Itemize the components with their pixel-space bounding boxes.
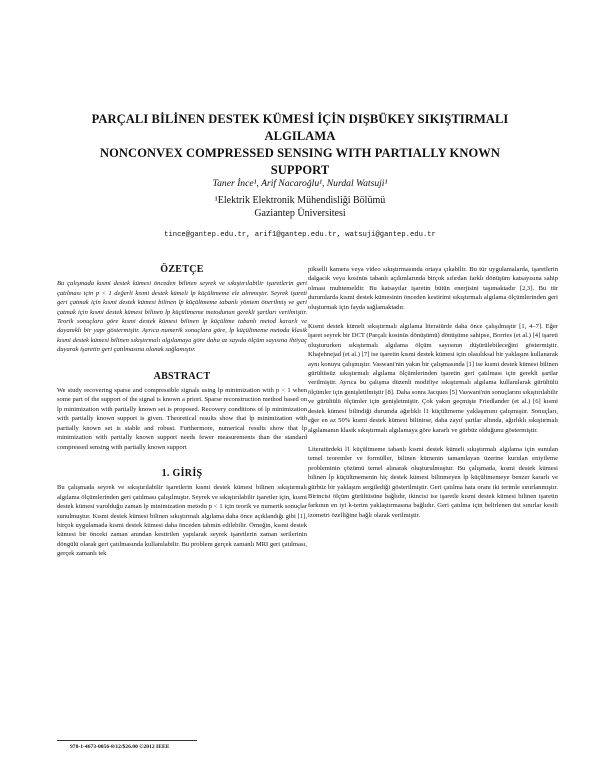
abstract-text: We study recovering sparse and compressible signals using lp minimization with p < 1 when some part of the support of the signal is known a priori. Sparse reconstruction method based on lp minimization with partially known set is proposed. Recovery conditions of lp minimization with partially known support is given. Theoretical results show that lp minimization with partially known set is stable and robust. Furthermore, numerical results show that lp minimization with partially known support needs fewer measurements than the standard compressed sensing with partially known support: [57, 387, 307, 451]
left-column: [57, 265, 307, 559]
ozetce-text: Bu çalışmada kısmi destek kümesi önceden bilinen seyrek ve sıkıştırılabilir işaretlerin geri çatılması için p < 1 değerli kısmi destek kümeli lp küçültmeme ele alınmıştır. Seyrek işareti geri çatmak için kısmi destek kümesi bilinen lp küçültmeme tabanlı yöntem önerilmiş ve geri çatmak için kısmi destek kümesi bilinen lp küçültmeme metodunun gerekli şartları verilmiştir. Teorik sonuçlara göre kısmi destek kümesi bilinen lp küçültme tabanlı metod kararlı ve dayanıklı bir yapı göstermiştir. Ayrıca numerik sonuçlara göre, lp küçültmeme metodu klasik kısmi destek kümesi bilinen sıkıştırmalı algılamaya göre daha az sayıda ölçüm sayısına ihtiyaç duyarak işaretin geri çatılmasına olanak sağlamıştır.: [57, 280, 307, 354]
ozetce-heading: ÖZETÇE: [160, 264, 204, 275]
right-column: [308, 265, 558, 520]
affiliation: [0, 194, 600, 220]
author-emails: tince@gantep.edu.tr, arif1@gantep.edu.tr, watsuji@gantep.edu.tr: [164, 231, 436, 239]
footer-copyright: 978-1-4673-0056-8/12/$26.00 ©2012 IEEE: [70, 744, 170, 750]
right-paragraph-3: Literatürdeki l1 küçültmeme tabanlı kısmi destek kümeli sıkıştırmalı algılama için sunulan temel teoremler ve formüller, bilinen kümenin tamamlayan üzerine kurulan eniyileme probleminin çözümü temel alınarak oluşturulmuştur. Bu çalışmada, kısmi destek kümesi bilinen lp küçültmemenin hiç destek kümesi bilinmeyen lp küçültmemeye benzer kararlı ve gürbüz bir yaklaşım sergilediği gösterilmiştir. Geri çatılma hata oranı iki terimle sınırlanmıştır. Birincisi ölçüm gürültüsüne bağlıdır, ikincisi ise işaretle kısmi destek kümesi bilinen işaretin farkının en iyi k-terim yaklaştırmasına bağlıdır. Geri çatılma için belirlenen üst sınırlar kestli izometri özelliğine bağlı olarak verilmiştir.: [308, 445, 558, 519]
affiliation-department: ¹Elektrik Elektronik Mühendisliği Bölümü: [214, 195, 386, 206]
giris-heading: 1. GİRİŞ: [161, 467, 203, 479]
title-english-line1: NONCONVEX COMPRESSED SENSING WITH PARTIALLY KNOWN: [99, 146, 500, 160]
giris-text: Bu çalışmada seyrek ve sıkıştırılabilir işaretlerin kısmi destek kümesi bilinen sıkıştırmalı algılama ölçümlerinden geri çatılması çalışılmıştır. Seyrek ve sıkıştırılabilir işaretler için, kısmi destek kümesi varolduğu zaman lp minimization metodu p < 1 için teorik ve numerik sonuçlar sunulmuştur. Kısmi destek kümesi bilinen sıkıştırmalı algılama daha önce açıklandığı gibi [1], birçok uygulamada kısmi destek kümesi daha önceden tahmin edilebilir. Örneğin, kısmi destek kümesi bir önceki zaman anından kestirilen yapılarak seyrek işaretlerin zaman serilerinin döngülü olarak geri çatılmasında kullanılabilir. Bu problem gerçek zamanlı MRI geri çatılması, gerçek zamanlı tek: [57, 484, 307, 558]
right-paragraph-2: Kısmi destek kümeli sıkıştırmalı algılama literatürde daha önce çalışılmıştır [1, 4–7]. Eğer işaret seyrek bir DCT (Parçalı kosinüs dönüşümü) dönüşüme sahipse, Borries (et al.) [4] işareti oluştururken sıkıştırmalı algılama ölçüm sayısının düşürülebileceğini göstermiştir. Khajehnejad (et al.) [7] ise işaretin kısmi destek kümesi için olasılıksal bir yaklaşım kullanarak aynı konuyu çalışmıştır. Vaswani'nin yakın bir çalışmasında [1] ise kısmi destek kümesi bilinen gürültüsüz sıkıştırmalı algılama ölçümlerinden işaretin geri çatılması için gerekli şartlar verilmiştir. Ayrıca bu çalışma düzenli modifiye sıkıştırmalı algılama kullanılarak gürültülü ölçümler için genişletilmiştir [8]. Daha sonra Jacques [5] Vaswani'nin sonuçlarını sıkıştırılabilir ve gürültülü ölçümler için genişletmiştir. Çok yakın geçmişte Friedlander (et al.) [6] kısmi destek kümesi bilindiği durumda ağırlıklı l1 küçültmeme yaklaşımını çalışmıştır. Sonuçları, eğer en az 50% kısmi destek kümesi bilinirse, daha zayıf şartlar altında, ağırlıklı sıkıştırmalı algılamanın klasik sıkıştırmalı algılamaya göre kararlı ve gürbüz olduğunu göstermiştir.: [308, 323, 558, 434]
abstract-heading: ABSTRACT: [153, 370, 211, 382]
right-paragraph-1: pikselli kamera veya video sıkıştırmasında ortaya çıkabilir. Bu tür uygulamalarda, işaretlerin dalgacık veya kosinüs tabanlı açılımlarında birçok sıfırdan farklı dönüşüm katsayısına sahip olması muhtemeldir. Bu katsayılar işaretin bütün enerjisini taşımaktadır [2,3]. Bu tür durumlarda kısmi destek kümesinin önceden kestirimi sıkıştırmalı algılama ölçümlerinden geri oluşturmak için fayda sağlamaktadır.: [308, 266, 558, 311]
authors: Taner İnce¹, Arif Nacaroğlu¹, Nurdal Watsuji¹: [212, 178, 388, 189]
title-english-line2: SUPPORT: [270, 163, 330, 177]
footer-rule: [57, 740, 197, 741]
affiliation-university: Gaziantep Üniversitesi: [254, 208, 346, 219]
title-turkish-line2: ALGILAMA: [264, 129, 336, 143]
title-turkish-line1: PARÇALI BİLİNEN DESTEK KÜMESİ İÇİN DIŞBÜKEY SIKIŞTIRMALI: [91, 112, 509, 126]
